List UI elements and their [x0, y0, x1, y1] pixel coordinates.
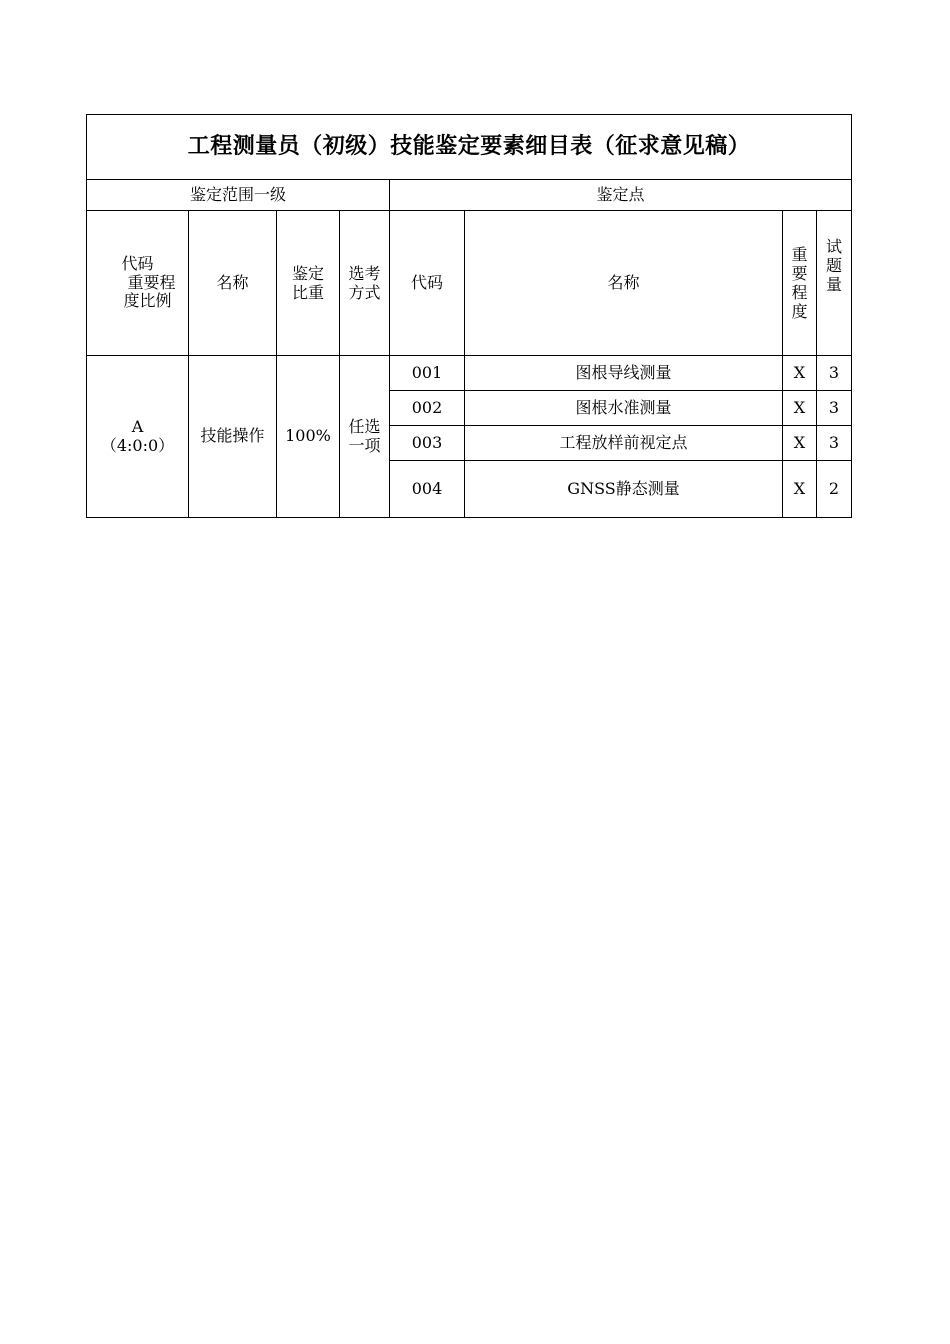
header-count-char: 试 — [826, 237, 843, 256]
item-code: 004 — [390, 461, 465, 518]
scope-code: A — [131, 417, 144, 437]
header-weight-label: 鉴定比重 — [291, 263, 324, 302]
item-importance: X — [783, 391, 817, 426]
header-code-label: 代码 — [121, 254, 154, 274]
scope-weight: 100% — [277, 356, 340, 518]
item-importance: X — [783, 426, 817, 461]
header-importance-label: 重要程 — [127, 272, 176, 292]
header-exam-mode — [340, 211, 390, 356]
header-importance-char: 要 — [791, 263, 808, 283]
header-importance-char: 程 — [791, 283, 808, 302]
item-count: 3 — [817, 426, 852, 461]
scope-code-cell — [87, 356, 189, 518]
header-name: 名称 — [189, 211, 277, 356]
item-code: 003 — [390, 426, 465, 461]
item-name: 工程放样前视定点 — [465, 426, 783, 461]
item-count: 3 — [817, 356, 852, 391]
header-point-name: 名称 — [465, 211, 783, 356]
table-row — [87, 356, 852, 391]
item-count: 3 — [817, 391, 852, 426]
header-count-char: 量 — [826, 275, 843, 295]
header-importance-char: 重 — [791, 244, 808, 264]
item-code: 002 — [390, 391, 465, 426]
scope-name: 技能操作 — [189, 356, 277, 518]
header-importance — [783, 211, 817, 356]
header-code-ratio — [87, 211, 189, 356]
scope-ratio: （4:0:0） — [100, 435, 175, 455]
section-scope-level1: 鉴定范围一级 — [87, 180, 390, 211]
item-name: GNSS静态测量 — [465, 461, 783, 518]
assessment-table — [86, 114, 852, 518]
item-name: 图根导线测量 — [465, 356, 783, 391]
section-points: 鉴定点 — [390, 180, 852, 211]
item-importance: X — [783, 461, 817, 518]
header-weight — [277, 211, 340, 356]
header-importance-char: 度 — [791, 302, 808, 322]
table-title: 工程测量员（初级）技能鉴定要素细目表（征求意见稿） — [87, 115, 852, 180]
header-point-code: 代码 — [390, 211, 465, 356]
header-question-count — [817, 211, 852, 356]
scope-exam-mode-label: 任选一项 — [348, 417, 381, 456]
header-count-char: 题 — [826, 256, 843, 276]
header-exam-mode-label: 选考方式 — [348, 263, 381, 302]
item-code: 001 — [390, 356, 465, 391]
header-ratio-label: 度比例 — [123, 291, 172, 311]
item-importance: X — [783, 356, 817, 391]
item-count: 2 — [817, 461, 852, 518]
scope-exam-mode — [340, 356, 390, 518]
item-name: 图根水准测量 — [465, 391, 783, 426]
